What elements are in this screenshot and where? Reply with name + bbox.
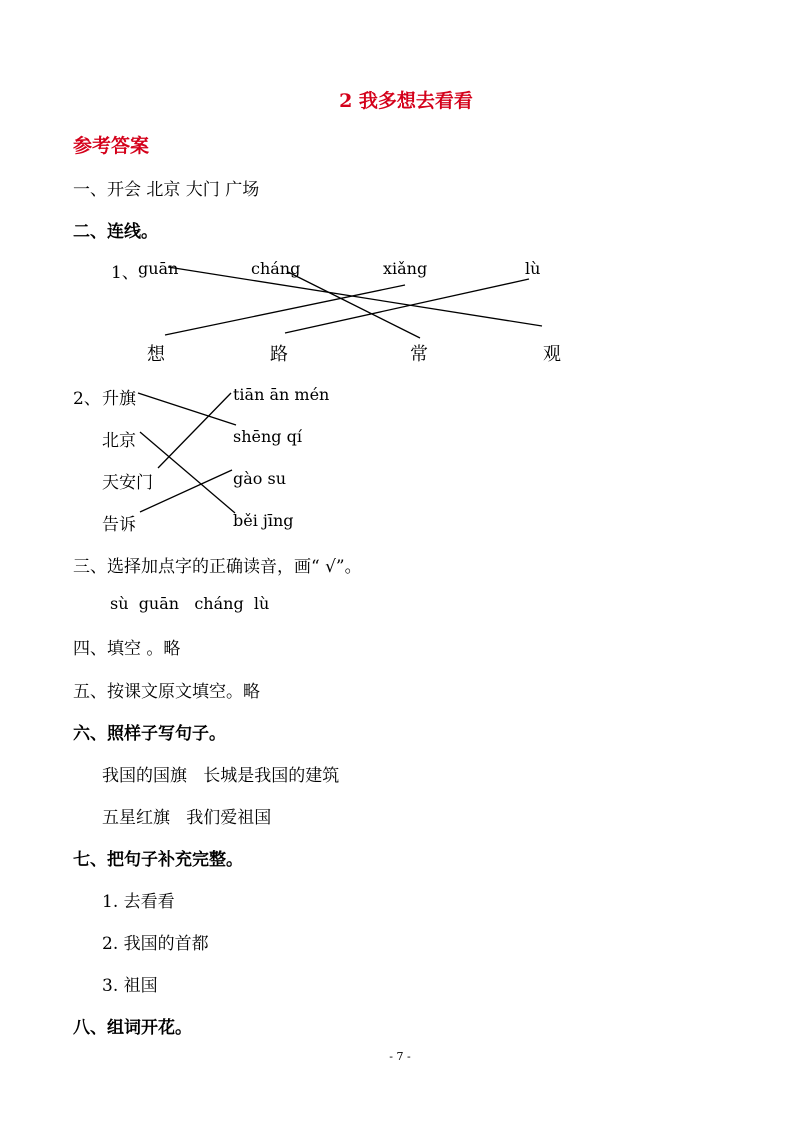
match1-pinyin-chang: cháng bbox=[251, 259, 301, 278]
match2-word-shengqi: 升旗 bbox=[102, 389, 136, 409]
match2-label: 2、 bbox=[73, 389, 101, 409]
match1-label: 1、 bbox=[111, 263, 139, 283]
section-7-heading: 七、把句子补充完整。 bbox=[73, 850, 243, 870]
match2-pinyin-gaosu: gào su bbox=[233, 469, 287, 488]
line-chang-chang bbox=[288, 272, 420, 338]
match1-char-chang: 常 bbox=[410, 344, 428, 365]
line-gaosu bbox=[140, 470, 232, 512]
match1-pinyin-lu: lù bbox=[525, 259, 541, 278]
section-6-line-1: 我国的国旗 长城是我国的建筑 bbox=[102, 766, 340, 786]
match2-word-tiananmen: 天安门 bbox=[102, 473, 153, 493]
section-7-item-1: 1. 去看看 bbox=[102, 892, 175, 912]
match2-pinyin-beijing: běi jīng bbox=[233, 511, 294, 530]
answer-label: 参考答案 bbox=[73, 135, 150, 157]
line-beijing bbox=[140, 432, 235, 513]
line-lu-lu bbox=[285, 279, 529, 333]
match1-pinyin-xiang: xiǎng bbox=[383, 259, 428, 278]
match2-word-beijing: 北京 bbox=[102, 431, 136, 451]
line-xiang-xiang bbox=[165, 285, 405, 335]
line-guan-guan bbox=[168, 267, 542, 326]
section-5: 五、按课文原文填空。略 bbox=[73, 682, 260, 702]
match2-pinyin-shengqi: shēng qí bbox=[233, 427, 302, 446]
section-4: 四、填空 。略 bbox=[73, 639, 181, 659]
section-2-heading: 二、连线。 bbox=[73, 222, 158, 242]
match1-pinyin-guan: guān bbox=[138, 259, 179, 278]
page-number: - 7 - bbox=[389, 1050, 411, 1063]
section-7-item-2: 2. 我国的首都 bbox=[102, 934, 209, 954]
section-7-item-3: 3. 祖国 bbox=[102, 976, 158, 996]
page-title: 2 我多想去看看 bbox=[339, 90, 473, 112]
match1-char-lu: 路 bbox=[270, 344, 288, 365]
match1-char-xiang: 想 bbox=[147, 344, 165, 365]
section-6-line-2: 五星红旗 我们爱祖国 bbox=[102, 808, 272, 828]
match1-char-guan: 观 bbox=[543, 344, 561, 365]
section-3-answer: sù guān cháng lù bbox=[110, 594, 270, 613]
match2-word-gaosu: 告诉 bbox=[102, 515, 136, 535]
section-1: 一、开会 北京 大门 广场 bbox=[73, 180, 260, 200]
section-3-heading: 三、选择加点字的正确读音，画“ √”。 bbox=[73, 557, 362, 577]
line-shengqi bbox=[138, 393, 236, 425]
match2-pinyin-tiananmen: tiān ān mén bbox=[233, 385, 330, 404]
section-6-heading: 六、照样子写句子。 bbox=[73, 724, 226, 744]
line-tiananmen bbox=[158, 393, 231, 468]
section-8-heading: 八、组词开花。 bbox=[73, 1018, 192, 1038]
